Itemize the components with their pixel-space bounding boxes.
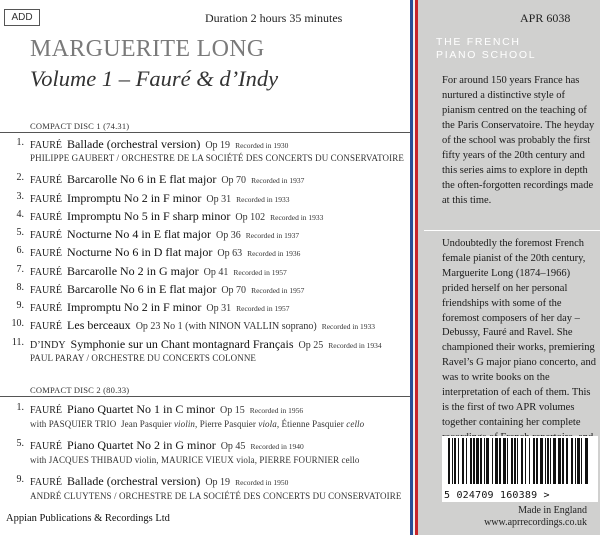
track-opus: Op 63 <box>217 248 243 259</box>
track-number: 5. <box>16 227 24 238</box>
track-opus: Op 102 <box>235 212 266 223</box>
track-number: 11. <box>11 337 24 348</box>
volume-title: Volume 1 – Fauré & d’Indy <box>30 66 279 91</box>
performer-instrument: violin <box>173 419 196 429</box>
track-number: 9. <box>16 474 24 485</box>
track-title: Nocturne No 6 in D flat major <box>67 245 213 259</box>
disc1-rule <box>0 132 410 133</box>
track-recorded: Recorded in 1957 <box>236 304 290 313</box>
track-opus: Op 15 <box>220 405 245 416</box>
track-performers: ANDRÉ CLUYTENS / ORCHESTRE DE LA SOCIÉTÉ DES CONCERTS DU CONSERVATOIRE <box>30 491 402 501</box>
track-title: Ballade (orchestral version) <box>67 137 201 151</box>
track-number: 8. <box>16 282 24 293</box>
sidebar-divider <box>424 230 600 231</box>
track-line <box>30 402 303 417</box>
track-composer: D’INDY <box>30 340 66 351</box>
performer-instrument: viola <box>258 419 277 429</box>
track-line <box>30 474 288 489</box>
track-recorded: Recorded in 1937 <box>251 176 305 185</box>
track-title: Piano Quartet No 1 in C minor <box>67 402 216 416</box>
disc2-rule <box>0 396 410 397</box>
track-line <box>30 438 304 453</box>
track-opus: Op 36 <box>216 230 241 241</box>
track-recorded: Recorded in 1933 <box>321 322 376 331</box>
track-recorded: Recorded in 1936 <box>247 249 301 258</box>
track-recorded: Recorded in 1930 <box>235 141 289 150</box>
track-title: Barcarolle No 2 in G major <box>67 264 199 278</box>
made-in-label: Made in England <box>518 505 587 516</box>
performer-name: Jean Pasquier <box>121 419 172 429</box>
track-recorded: Recorded in 1933 <box>236 195 290 204</box>
track-line <box>30 227 299 242</box>
track-number: 6. <box>16 245 24 256</box>
track-line <box>30 209 323 224</box>
track-number: 3. <box>16 191 24 202</box>
artist-name: MARGUERITE LONG <box>30 36 265 62</box>
track-recorded: Recorded in 1956 <box>249 406 304 415</box>
track-number: 10. <box>11 318 24 329</box>
duration-label: Duration 2 hours 35 minutes <box>205 11 343 25</box>
track-recorded: Recorded in 1934 <box>328 341 382 350</box>
track-composer: FAURÉ <box>30 321 63 332</box>
series-description: For around 150 years France has nurtured a distinctive style of pianism centred on the teaching of the Paris Conservatoire. The heyday of the school was probably the first fifty years of the 20th century and this series aims to explore in depth the often-forgotten recordings made at this time. <box>442 75 595 206</box>
track-title: Impromptu No 2 in F minor <box>67 300 202 314</box>
track-opus: Op 45 <box>220 441 246 452</box>
track-composer: FAURÉ <box>30 140 63 151</box>
track-line <box>30 172 304 187</box>
track-opus: Op 23 No 1 (with NINON VALLIN soprano) <box>135 321 317 332</box>
performer-name: , Pierre Pasquier <box>195 419 256 429</box>
track-title: Symphonie sur un Chant montagnard Français <box>70 337 294 351</box>
disc2-heading: COMPACT DISC 2 (80.33) <box>30 385 130 395</box>
track-opus: Op 19 <box>205 477 231 488</box>
track-recorded: Recorded in 1950 <box>235 478 289 487</box>
track-title: Impromptu No 2 in F minor <box>67 191 202 205</box>
track-line <box>30 282 304 297</box>
series-title-line2: PIANO SCHOOL <box>436 49 537 61</box>
track-number: 2. <box>16 172 24 183</box>
track-line <box>30 191 289 206</box>
track-title: Barcarolle No 6 in E flat major <box>67 172 217 186</box>
performer-ensemble: with PASQUIER TRIO <box>30 419 117 429</box>
track-opus: Op 31 <box>206 303 232 314</box>
track-composer: FAURÉ <box>30 230 63 241</box>
track-composer: FAURÉ <box>30 441 63 452</box>
track-recorded: Recorded in 1957 <box>251 286 305 295</box>
track-composer: FAURÉ <box>30 303 63 314</box>
track-line <box>30 300 289 315</box>
track-title: Nocturne No 4 in E flat major <box>67 227 212 241</box>
barcode-bars <box>446 438 594 488</box>
track-line <box>30 245 300 260</box>
track-title: Les berceaux <box>67 318 131 332</box>
track-line <box>30 264 287 279</box>
track-number: 9. <box>16 300 24 311</box>
track-title: Barcarolle No 6 in E flat major <box>67 282 217 296</box>
barcode <box>442 436 598 502</box>
track-composer: FAURÉ <box>30 175 63 186</box>
track-performers: PHILIPPE GAUBERT / ORCHESTRE DE LA SOCIÉTÉ DES CONCERTS DU CONSERVATOIRE <box>30 153 404 163</box>
performer-instrument: cello <box>346 419 365 429</box>
track-line <box>30 318 375 333</box>
series-title-line1: THE FRENCH <box>436 36 521 48</box>
track-number: 1. <box>16 402 24 413</box>
track-opus: Op 19 <box>205 140 231 151</box>
website-label: www.aprrecordings.co.uk <box>484 517 587 528</box>
track-performers: PAUL PARAY / ORCHESTRE DU CONCERTS COLONNE <box>30 353 257 363</box>
track-recorded: Recorded in 1937 <box>245 231 300 240</box>
track-number: 5. <box>16 438 24 449</box>
artist-biography: Undoubtedly the foremost French female pianist of the 20th century, Marguerite Long (1874–1966) prided herself on her personal friendships with some of the foremost composers of her day – Debussy, Fauré and Ravel. She championed their works, premiering Ravel’s G major piano concerto, and was to write books on the interpretation of each of them. This is the first of two APR volumes together containing her complete <box>442 238 596 428</box>
track-line <box>30 137 288 152</box>
track-composer: FAURÉ <box>30 477 63 488</box>
track-composer: FAURÉ <box>30 285 63 296</box>
catalog-number: APR 6038 <box>520 11 571 25</box>
track-title: Impromptu No 5 in F sharp minor <box>67 209 231 223</box>
track-number: 7. <box>16 264 24 275</box>
barcode-digits: 5 024709 160389 > <box>444 490 550 501</box>
track-composer: FAURÉ <box>30 248 63 259</box>
track-composer: FAURÉ <box>30 212 63 223</box>
series-title <box>436 36 536 62</box>
track-composer: FAURÉ <box>30 267 63 278</box>
track-opus: Op 31 <box>206 194 232 205</box>
track-title: Ballade (orchestral version) <box>67 474 201 488</box>
track-performers: with JACQUES THIBAUD violin, MAURICE VIEUX viola, PIERRE FOURNIER cello <box>30 455 360 465</box>
disc1-heading: COMPACT DISC 1 (74.31) <box>30 121 130 131</box>
track-opus: Op 41 <box>203 267 229 278</box>
track-recorded: Recorded in 1940 <box>250 442 304 451</box>
performer-name: , Étienne Pasquier <box>276 419 344 429</box>
track-opus: Op 25 <box>298 340 324 351</box>
publisher-name: Appian Publications & Recordings Ltd <box>6 513 170 524</box>
track-recorded: Recorded in 1957 <box>233 268 287 277</box>
track-opus: Op 70 <box>221 285 247 296</box>
track-number: 4. <box>16 209 24 220</box>
track-performers <box>30 419 364 429</box>
track-composer: FAURÉ <box>30 194 63 205</box>
track-recorded: Recorded in 1933 <box>270 213 324 222</box>
track-opus: Op 70 <box>221 175 247 186</box>
track-number: 1. <box>16 137 24 148</box>
track-title: Piano Quartet No 2 in G minor <box>67 438 216 452</box>
track-line <box>30 337 382 352</box>
add-badge: ADD <box>4 9 40 26</box>
track-composer: FAURÉ <box>30 405 63 416</box>
